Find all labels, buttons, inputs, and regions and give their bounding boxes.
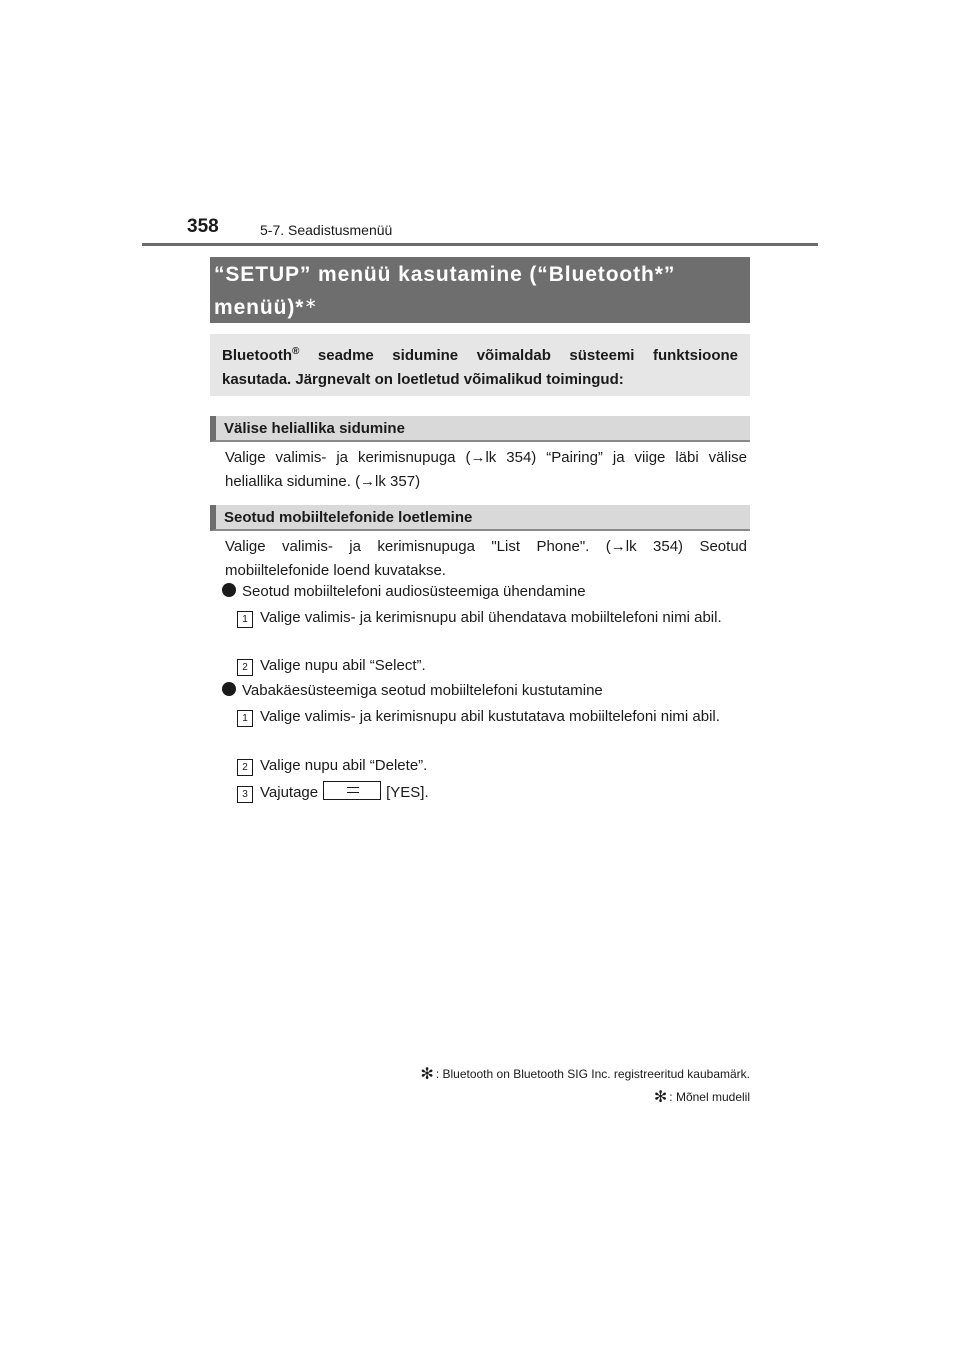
step-number: 2: [237, 659, 253, 676]
step-text: Valige valimis- ja kerimisnupu abil kustutatava mobiiltelefoni nimi abil.: [260, 708, 720, 725]
registered-mark: ®: [291, 346, 300, 357]
step-text: Valige valimis- ja kerimisnupu abil ühendatava mobiiltelefoni nimi abil.: [260, 609, 722, 626]
bullet-dot: [222, 682, 236, 696]
intro-box: [210, 334, 750, 396]
step-number: 1: [237, 710, 253, 727]
footnote-mark: ✻: [420, 1066, 434, 1083]
footnote-mark: ✻: [653, 1089, 668, 1106]
bullet-delete: Vabakäesüsteemiga seotud mobiiltelefoni kustutamine: [222, 679, 603, 703]
list-phones-paragraph: Valige valimis- ja kerimisnupuga "List Phone". (→lk 354) Seotud mobiiltelefonide loend kuvatakse.: [225, 538, 747, 579]
step-number: 2: [237, 759, 253, 776]
footnote-models: ✻ : Mõnel mudelil: [653, 1089, 750, 1106]
page-number: 358: [187, 216, 219, 237]
step-text: Valige nupu abil “Delete”.: [260, 757, 428, 774]
bullet-connect: Seotud mobiiltelefoni audiosüsteemiga ühendamine: [222, 580, 586, 604]
subheading-list-phones: Seotud mobiiltelefonide loetlemine: [210, 505, 750, 531]
intro-text: seadme sidumine võimaldab süsteemi funktsioone kasutada. Järgnevalt on loetletud võimalikud toimingud:: [222, 347, 738, 388]
title-line-1: “SETUP” menüü kasutamine (“Bluetooth*”: [214, 263, 676, 286]
step-text: Valige nupu abil “Select”.: [260, 657, 426, 674]
step-number: 1: [237, 611, 253, 628]
step-number: 3: [237, 786, 253, 803]
bullet-dot: [222, 583, 236, 597]
title-asterisk: ∗: [304, 295, 317, 312]
intro-bluetooth: Bluetooth: [222, 347, 292, 364]
footnote-bluetooth: ✻ : Bluetooth on Bluetooth SIG Inc. registreeritud kaubamärk.: [420, 1066, 750, 1083]
header-rule: [142, 243, 818, 246]
page-title: [210, 257, 750, 323]
phone-button-icon: [323, 781, 381, 800]
title-line-2: menüü)*∗: [214, 295, 317, 319]
subheading-pairing: Välise heliallika sidumine: [210, 416, 750, 442]
section-reference: 5-7. Seadistusmenüü: [260, 222, 393, 238]
step-text: Vajutage [YES].: [260, 781, 746, 805]
pairing-paragraph: Valige valimis- ja kerimisnupuga (→lk 354) “Pairing” ja viige läbi välise heliallika sidumine. (→lk 357): [225, 449, 747, 490]
